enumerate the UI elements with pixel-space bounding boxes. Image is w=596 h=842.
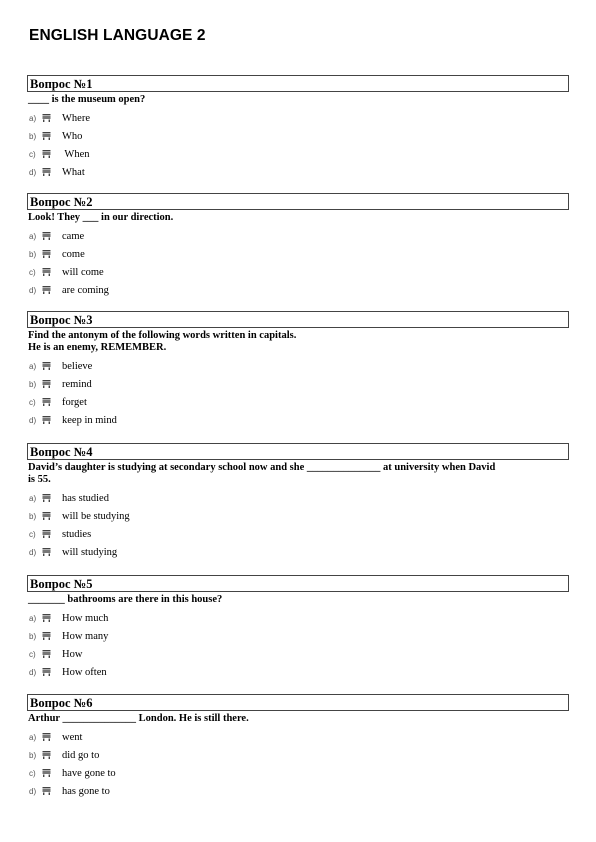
option-b[interactable] [27, 127, 569, 145]
option-b[interactable] [27, 507, 569, 525]
option-label: Where [62, 112, 90, 124]
options-list [27, 489, 569, 561]
option-b[interactable] [27, 375, 569, 393]
option-letter: c) [29, 267, 36, 277]
radio-icon[interactable] [42, 787, 62, 795]
option-c[interactable] [27, 263, 569, 281]
question-header: Вопрос №4 [27, 443, 569, 460]
option-a[interactable] [27, 357, 569, 375]
question-text: Look! They ___ in our direction. [28, 212, 174, 223]
option-c[interactable] [27, 645, 569, 663]
option-label: will be studying [62, 510, 130, 522]
option-letter: a) [29, 493, 37, 503]
radio-icon[interactable] [42, 769, 62, 777]
question-header: Вопрос №1 [27, 75, 569, 92]
option-letter: b) [29, 511, 37, 521]
option-letter: b) [29, 379, 37, 389]
radio-icon[interactable] [42, 632, 62, 640]
option-letter: b) [29, 631, 37, 641]
option-c[interactable] [27, 525, 569, 543]
radio-icon[interactable] [42, 114, 62, 122]
option-letter: d) [29, 667, 37, 677]
option-label: came [62, 230, 85, 242]
option-d[interactable] [27, 163, 569, 181]
option-label: will studying [62, 546, 118, 558]
radio-icon[interactable] [42, 286, 62, 294]
question-text: ____ is the museum open? [28, 94, 146, 105]
question-block-4 [27, 443, 569, 561]
radio-icon[interactable] [42, 250, 62, 258]
option-letter: c) [29, 397, 36, 407]
radio-icon[interactable] [42, 150, 62, 158]
radio-icon[interactable] [42, 530, 62, 538]
radio-icon[interactable] [42, 268, 62, 276]
option-d[interactable] [27, 663, 569, 681]
option-label: are coming [62, 284, 109, 296]
option-label: come [62, 248, 85, 260]
option-letter: a) [29, 732, 37, 742]
question-text: Find the antonym of the following words written in capitals. He is an enemy, REMEMBER. [28, 330, 297, 353]
option-c[interactable] [27, 764, 569, 782]
option-label: did go to [62, 749, 100, 761]
option-label: How much [62, 612, 109, 624]
question-text: David’s daughter is studying at secondary school now and she ______________ at university when David is 55. [28, 462, 496, 485]
option-label: will come [62, 266, 104, 278]
option-d[interactable] [27, 782, 569, 800]
option-label: When [62, 148, 90, 160]
option-a[interactable] [27, 227, 569, 245]
option-letter: b) [29, 249, 37, 259]
option-b[interactable] [27, 245, 569, 263]
option-label: has gone to [62, 785, 110, 797]
question-header: Вопрос №6 [27, 694, 569, 711]
option-label: How many [62, 630, 109, 642]
question-block-2 [27, 193, 569, 299]
option-label: keep in mind [62, 414, 117, 426]
option-letter: a) [29, 113, 37, 123]
option-letter: b) [29, 131, 37, 141]
radio-icon[interactable] [42, 512, 62, 520]
option-letter: c) [29, 149, 36, 159]
options-list [27, 109, 569, 181]
radio-icon[interactable] [42, 668, 62, 676]
option-label: What [62, 166, 85, 178]
question-block-6 [27, 694, 569, 800]
option-label: How often [62, 666, 107, 678]
option-d[interactable] [27, 281, 569, 299]
option-label: believe [62, 360, 93, 372]
option-letter: d) [29, 547, 37, 557]
option-letter: a) [29, 361, 37, 371]
option-label: has studied [62, 492, 109, 504]
question-text: _______ bathrooms are there in this house? [28, 594, 223, 605]
option-label: How [62, 648, 83, 660]
radio-icon[interactable] [42, 380, 62, 388]
option-label: Who [62, 130, 83, 142]
radio-icon[interactable] [42, 733, 62, 741]
question-block-5 [27, 575, 569, 681]
option-letter: d) [29, 786, 37, 796]
option-letter: a) [29, 613, 37, 623]
option-letter: d) [29, 415, 37, 425]
options-list [27, 357, 569, 429]
option-b[interactable] [27, 746, 569, 764]
radio-icon[interactable] [42, 650, 62, 658]
radio-icon[interactable] [42, 614, 62, 622]
option-letter: c) [29, 649, 36, 659]
radio-icon[interactable] [42, 548, 62, 556]
options-list [27, 227, 569, 299]
option-a[interactable] [27, 109, 569, 127]
option-label: remind [62, 378, 92, 390]
option-d[interactable] [27, 411, 569, 429]
option-label: have gone to [62, 767, 116, 779]
option-a[interactable] [27, 609, 569, 627]
radio-icon[interactable] [42, 416, 62, 424]
option-label: studies [62, 528, 92, 540]
option-c[interactable] [27, 393, 569, 411]
question-block-3 [27, 311, 569, 429]
option-letter: c) [29, 529, 36, 539]
radio-icon[interactable] [42, 494, 62, 502]
question-header: Вопрос №3 [27, 311, 569, 328]
options-list [27, 609, 569, 681]
option-letter: a) [29, 231, 37, 241]
radio-icon[interactable] [42, 398, 62, 406]
radio-icon[interactable] [42, 751, 62, 759]
option-label: went [62, 731, 83, 743]
question-block-1 [27, 75, 569, 181]
option-a[interactable] [27, 489, 569, 507]
question-header: Вопрос №5 [27, 575, 569, 592]
option-b[interactable] [27, 627, 569, 645]
options-list [27, 728, 569, 800]
option-letter: b) [29, 750, 37, 760]
option-d[interactable] [27, 543, 569, 561]
option-a[interactable] [27, 728, 569, 746]
option-letter: d) [29, 167, 37, 177]
page-title: ENGLISH LANGUAGE 2 [29, 27, 206, 44]
option-letter: d) [29, 285, 37, 295]
option-label: forget [62, 396, 87, 408]
option-c[interactable] [27, 145, 569, 163]
radio-icon[interactable] [42, 132, 62, 140]
question-header: Вопрос №2 [27, 193, 569, 210]
radio-icon[interactable] [42, 168, 62, 176]
radio-icon[interactable] [42, 362, 62, 370]
question-text: Arthur ______________ London. He is still there. [28, 713, 249, 724]
radio-icon[interactable] [42, 232, 62, 240]
option-letter: c) [29, 768, 36, 778]
